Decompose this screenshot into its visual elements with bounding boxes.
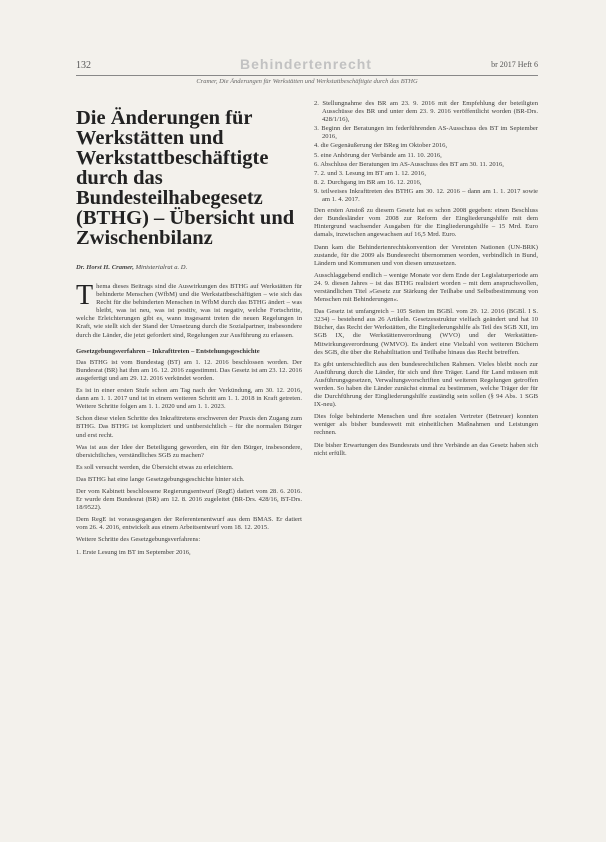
author-line bbox=[76, 264, 302, 271]
paragraph: Es ist in einer ersten Stufe schon am Tag nach der Verkündung, am 30. 12. 2016, dann am 1. 1. 2017 und ist in einem weiteren Schritt am 1. 1. 2018 in Kraft getreten. Weitere Schritte folgen am 1. 1. 2020 und am 1. 1. 2023. bbox=[76, 387, 302, 411]
right-steps-list bbox=[314, 100, 538, 204]
header-rule bbox=[76, 75, 538, 76]
list-item: 8. 2. Durchgang im BR am 16. 12. 2016, bbox=[314, 178, 422, 186]
paragraph: Die bisher Erwartungen des Bundesrats und ihre Verbände an das Gesetz haben sich nicht erfüllt. bbox=[314, 441, 538, 457]
paragraph: Das BTHG ist vom Bundestag (BT) am 1. 12. 2016 beschlossen worden. Der Bundesrat (BR) hat ihm am 16. 12. 2016 zugestimmt. Das Gesetz ist am 23. 12. 2016 ausgefertigt und am 29. 12. 2016 verkündet worden. bbox=[76, 358, 302, 382]
drop-cap: T bbox=[76, 280, 94, 311]
paragraph: Schon diese vielen Schritte des Inkrafttretens erschweren der Praxis den Zugang zum BTHG. Das BTHG ist kompliziert und unübersichtlich – für die normalen Bürger und erst recht. bbox=[76, 415, 302, 439]
page-number: 132 bbox=[76, 60, 91, 71]
right-paragraphs bbox=[314, 207, 538, 458]
paragraph: Es gibt unterschiedlich aus den bundesrechtlichen Rahmen. Vieles bleibt noch zur Ausführung durch die Länder, für sich und ihre Träger. Land für Land müssen mit Ausführungsgesetzen, Verwaltungsvorschriften und weiteren Regelungen getroffen werden. So haben die Länder zunächst einmal zu bestimmen, welche Träger der für die Durchführung der Eingliederungshilfe zuständig sein sollen (§ 94 Abs. 1 SGB IX-neu). bbox=[314, 360, 538, 409]
section-heading: Gesetzgebungsverfahren – Inkrafttreten – Entstehungsgeschichte bbox=[76, 347, 260, 355]
author-name: Dr. Horst H. Cramer, bbox=[76, 264, 134, 271]
paragraph: Der vom Kabinett beschlossene Regierungsentwurf (RegE) datiert vom 28. 6. 2016. Er wurde dem Bundesrat (BR) am 12. 8. 2016 zugeleitet (BR-Drs. 428/16, BT-Drs. 18/9522). bbox=[76, 487, 302, 512]
paragraph: Es soll versucht werden, die Übersicht etwas zu erleichtern. bbox=[76, 463, 234, 471]
list-item: 6. Abschluss der Beratungen im AS-Ausschuss des BT am 30. 11. 2016, bbox=[314, 160, 504, 168]
page-header bbox=[76, 58, 538, 74]
paragraph: Weitere Schritte des Gesetzgebungsverfahrens: bbox=[76, 536, 201, 544]
paragraph: Was ist aus der Idee der Beteiligung geworden, ein für den Bürger, insbesondere, übersichtliches, verständliches SGB zu machen? bbox=[76, 443, 302, 459]
left-column bbox=[76, 100, 302, 560]
left-paragraphs bbox=[76, 359, 302, 545]
author-affiliation: Ministerialrat a. D. bbox=[135, 264, 188, 271]
list-item: 3. Beginn der Beratungen im federführenden AS-Ausschuss des BT im September 2016, bbox=[314, 125, 538, 141]
article-title: Die Änderungen für Werkstätten und Werkstattbeschäftigte durch das Bundesteilhabegesetz (BTHG) – Übersicht und Zwischenbilanz bbox=[76, 107, 295, 249]
list-item: 4. die Gegenäußerung der BReg im Oktober 2016, bbox=[314, 142, 448, 150]
paragraph: Den ersten Anstoß zu diesem Gesetz hat es schon 2008 gegeben: einen Beschluss der Bundesländer vom 2008 zur Reform der Eingliederungshilfe mit dem Hintergrund wachsender Ausgaben für die Eingliederungshilfe – 15 Mrd. Euro damals, inzwischen angewachsen auf 16,5 Mrd. Euro. bbox=[314, 207, 538, 239]
list-item: 7. 2. und 3. Lesung im BT am 1. 12. 2016, bbox=[314, 169, 426, 177]
list-item: 1. Erste Lesung im BT im September 2016, bbox=[76, 548, 191, 556]
paragraph: Das Gesetz ist umfangreich – 105 Seiten im BGBl. vom 29. 12. 2016 (BGBl. I S. 3234) – bestehend aus 26 Artikeln. Gesetzesstruktur vielfach geändert und hat 10 Bücher, das Recht der Werkstätten, die Eingliederungshilfe als Teil des SGB XII, im SGB IX, die Werkstättenverordnung (WVO) und der Werkstätten-Mitwirkungsverordnung (WMVO). Es ändert eine Vielzahl von weiteren Büchern des SGB, die über die Rehabilitation und Teilhabe hinaus das Recht betreffen. bbox=[314, 308, 538, 356]
list-item: 2. Stellungnahme des BR am 23. 9. 2016 mit der Empfehlung der beteiligten Ausschüsse des BR und unter dem 23. 9. 2016 veröffentlicht worden (BR-Drs. 428/1/16), bbox=[314, 100, 538, 124]
intro-paragraph bbox=[76, 280, 302, 340]
intro-text: hema dieses Beitrags sind die Auswirkungen des BTHG auf Werkstätten für behinderte Menschen (WfbM) und die Werkstattbeschäftigten – wie sich das Recht für die behinderten Menschen in WfbM durch das BTHG ändert – was bleibt, was ist neu, was ist positiv, was ist negativ, welche Fortschritte, welche Erleichterungen gibt es, wann insgesamt treten die neuen Regelungen in Kraft, wie stellt sich der Stand der Umsetzung durch die Sozialpartner, insbesondere durch die Länder, die jetzt gefordert sind, Regelungen zur Ausführung zu erlassen. bbox=[76, 283, 302, 339]
right-column bbox=[314, 100, 538, 462]
journal-brand: Behindertenrecht bbox=[240, 56, 372, 72]
list-item: 9. teilweises Inkrafttreten des BTHG am 30. 12. 2016 – dann am 1. 1. 2017 sowie am 1. 4. 2017. bbox=[314, 187, 538, 204]
paragraph: Dem RegE ist vorausgegangen der Referentenentwurf aus dem BMAS. Er datiert vom 26. 4. 2016, entwickelt aus einem Arbeitsentwurf vom 18. 12. 2015. bbox=[76, 516, 302, 532]
paragraph: Das BTHG hat eine lange Gesetzgebungsgeschichte hinter sich. bbox=[76, 475, 245, 483]
list-item: 5. eine Anhörung der Verbände am 11. 10. 2016, bbox=[314, 151, 442, 159]
issue-label: br 2017 Heft 6 bbox=[491, 60, 538, 69]
paragraph: Ausschlaggebend endlich – wenige Monate vor dem Ende der Legislaturperiode am 24. 9. diesen Jahres – ist das BTHG realisiert worden – mit dem anspruchsvollen, verständlichen Titel »Gesetz zur Stärkung der Teilhabe und Selbstbestimmung von Menschen mit Behinderungen«. bbox=[314, 271, 538, 304]
running-head: Cramer, Die Änderungen für Werkstätten und Werkstattbeschäftigte durch das BTHG bbox=[196, 78, 418, 85]
left-steps-list bbox=[76, 549, 302, 557]
paragraph: Dann kam die Behindertenrechtskonvention der Vereinten Nationen (UN-BRK) zustande, für die 2009 als Bundesrecht übernommen worden, verbindlich in Bund, Ländern und Kommunen und von diesen umzusetzen. bbox=[314, 243, 538, 267]
paragraph: Dies folge behinderte Menschen und ihre sozialen Vertreter (Betreuer) konnten weniger als bisher bundesweit mit einheitlichen Maßnahmen und Leistungen rechnen. bbox=[314, 413, 538, 437]
